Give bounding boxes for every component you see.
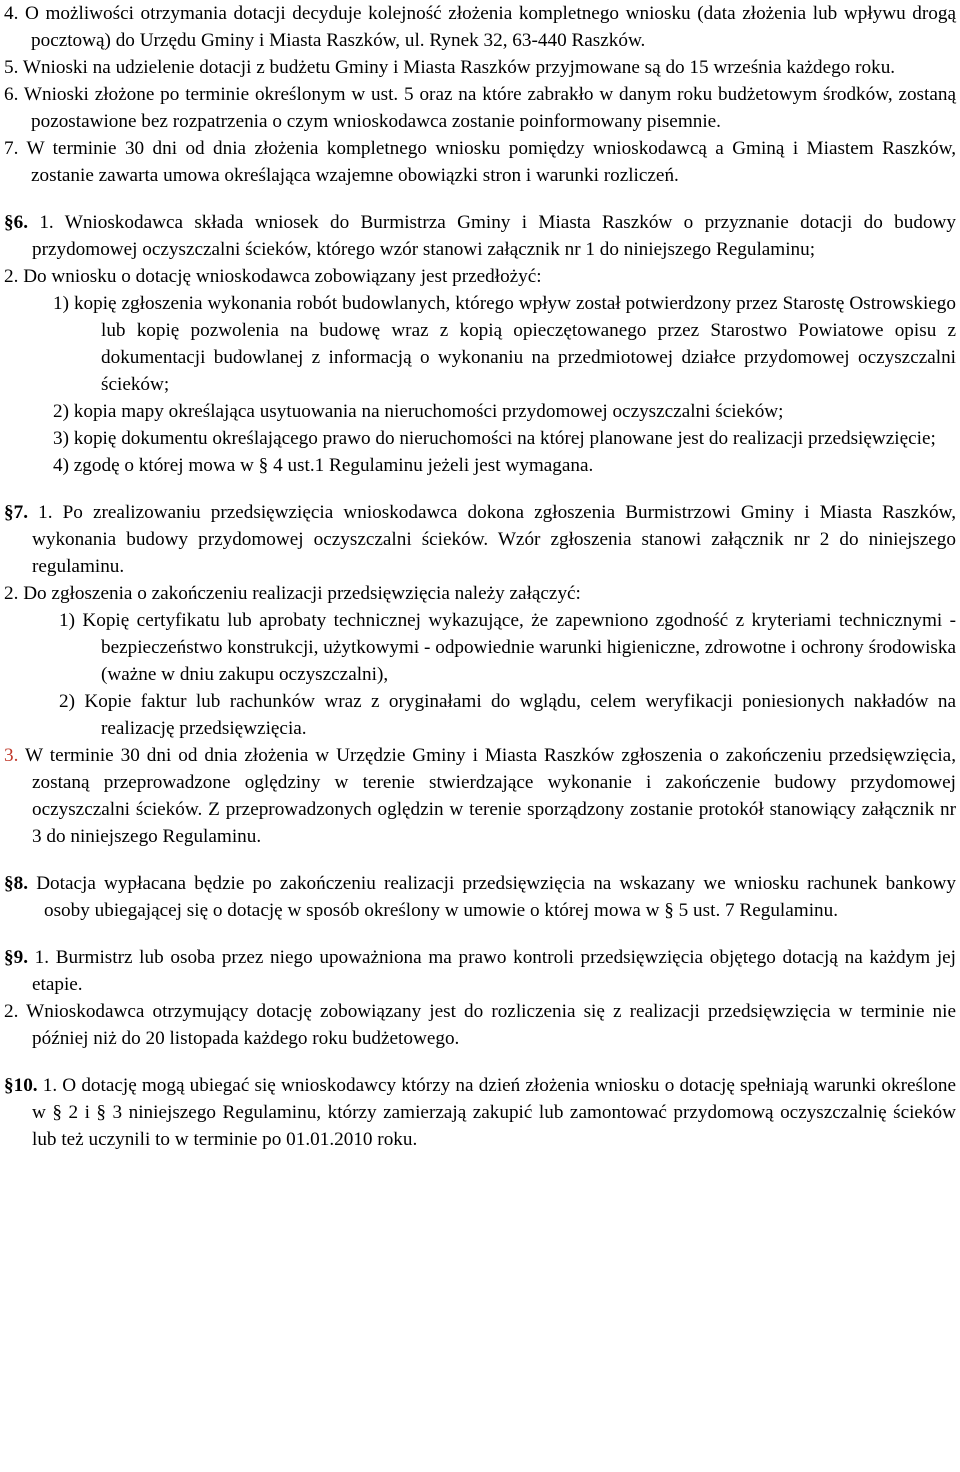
section-7-sub-2: 2) Kopie faktur lub rachunków wraz z oryginałami do wglądu, celem weryfikacji poniesionych nakładów na realizację przedsięwzięcia. [59, 691, 956, 739]
section-7-mark: §7. [4, 502, 28, 523]
section-6-sublist [4, 290, 956, 479]
section-8 [4, 870, 956, 924]
paragraph-5-4: 4. O możliwości otrzymania dotacji decyduje kolejność złożenia kompletnego wniosku (data złożenia lub wpływu drogą pocztową) do Urzędu Gminy i Miasta Raszków, ul. Rynek 32, 63-440 Raszków. [4, 3, 956, 51]
section-9-mark: §9. [4, 947, 28, 968]
section-7-sublist [4, 607, 956, 742]
section-9-item-2: 2. Wnioskodawca otrzymujący dotację zobowiązany jest do rozliczenia się z realizacji przedsięwzięcia w terminie nie później niż do 20 listopada każdego roku budżetowego. [4, 1001, 956, 1049]
section-9-item-1-text: 1. Burmistrz lub osoba przez niego upoważniona ma prawo kontroli przedsięwzięcia objętego dotacją na każdym jej etapie. [32, 947, 956, 995]
paragraph-5-6: 6. Wnioski złożone po terminie określonym w ust. 5 oraz na które zabrakło w danym roku budżetowym środków, zostaną pozostawione bez rozpatrzenia o czym wnioskodawca zostanie poinformowany pisemnie. [4, 84, 956, 132]
section-7-item-1-text: 1. Po zrealizowaniu przedsięwzięcia wnioskodawca dokona zgłoszenia Burmistrzowi Gminy i Miasta Raszków, wykonania budowy przydomowej oczyszczalni ścieków. Wzór zgłoszenia stanowi załącznik nr 2 do niniejszego regulaminu. [32, 502, 956, 577]
section-6-item-1-text: 1. Wnioskodawca składa wniosek do Burmistrza Gminy i Miasta Raszków o przyznanie dotacji do budowy przydomowej oczyszczalni ścieków, którego wzór stanowi załącznik nr 1 do niniejszego Regulaminu; [32, 212, 956, 260]
section-6-mark: §6. [4, 212, 28, 233]
section-6-sub-3: 3) kopię dokumentu określającego prawo do nieruchomości na której planowane jest do realizacji przedsięwzięcie; [53, 428, 936, 449]
paragraph-5-5: 5. Wnioski na udzielenie dotacji z budżetu Gminy i Miasta Raszków przyjmowane są do 15 września każdego roku. [4, 57, 896, 78]
section-9-item-1 [4, 944, 956, 998]
section-7-sub-1: 1) Kopię certyfikatu lub aprobaty technicznej wykazujące, że zapewniono zgodność z kryteriami technicznymi - bezpieczeństwo konstrukcji, użytkowymi - odpowiednie warunki higieniczne, zdrowotne i ochrony środowiska (ważne w dniu zakupu oczyszczalni), [59, 610, 956, 685]
section-10-mark: §10. [4, 1075, 38, 1096]
section-8-mark: §8. [4, 873, 28, 894]
section-6-sub-4: 4) zgodę o której mowa w § 4 ust.1 Regulaminu jeżeli jest wymagana. [53, 455, 594, 476]
section-10-item-1-text: 1. O dotację mogą ubiegać się wnioskodawcy którzy na dzień złożenia wniosku o dotację spełniają warunki określone w § 2 i § 3 niniejszego Regulaminu, którzy zamierzają zakupić lub zamontować przydomową oczyszczalnię ścieków lub też uczynili to w terminie po 01.01.2010 roku. [32, 1075, 957, 1150]
section-7-item-3-number: 3. [4, 745, 19, 766]
section-7-item-3 [4, 742, 956, 850]
paragraph-5-7: 7. W terminie 30 dni od dnia złożenia kompletnego wniosku pomiędzy wnioskodawcą a Gminą i Miastem Raszków, zostanie zawarta umowa określająca wzajemne obowiązki stron i warunki rozliczeń. [4, 138, 956, 186]
section-7-item-2: 2. Do zgłoszenia o zakończeniu realizacji przedsięwzięcia należy załączyć: [4, 583, 581, 604]
section-6-sub-2: 2) kopia mapy określająca usytuowania na nieruchomości przydomowej oczyszczalni ścieków; [53, 401, 784, 422]
section-6-item-1 [4, 209, 956, 263]
section-7-item-1 [4, 499, 956, 580]
section-6-item-2: 2. Do wniosku o dotację wnioskodawca zobowiązany jest przedłożyć: [4, 266, 542, 287]
section-8-text: Dotacja wypłacana będzie po zakończeniu realizacji przedsięwzięcia na wskazany we wniosku rachunek bankowy osoby ubiegającej się o dotację w sposób określony w umowie o której mowa w § 5 ust. 7 Regulaminu. [36, 873, 956, 921]
section-6-sub-1: 1) kopię zgłoszenia wykonania robót budowlanych, którego wpływ został potwierdzony przez Starostę Ostrowskiego lub kopię pozwolenia na budowę wraz z kopią opieczętowanego przez Starostwo Powiatowe opisu z dokumentacji budowlanej z informacją o wykonaniu na przedmiotowej działce przydomowej oczyszczalni ścieków; [53, 293, 956, 395]
section-10-item-1 [4, 1072, 956, 1153]
section-7-item-3-text: W terminie 30 dni od dnia złożenia w Urzędzie Gminy i Miasta Raszków zgłoszenia o zakończeniu przedsięwzięcia, zostaną przeprowadzone oględziny w terenie stwierdzające wykonanie i zakończenie budowy przydomowej oczyszczalni ścieków. Z przeprowadzonych oględzin w terenie sporządzony zostanie protokół stanowiący załącznik nr 3 do niniejszego Regulaminu. [25, 745, 956, 847]
